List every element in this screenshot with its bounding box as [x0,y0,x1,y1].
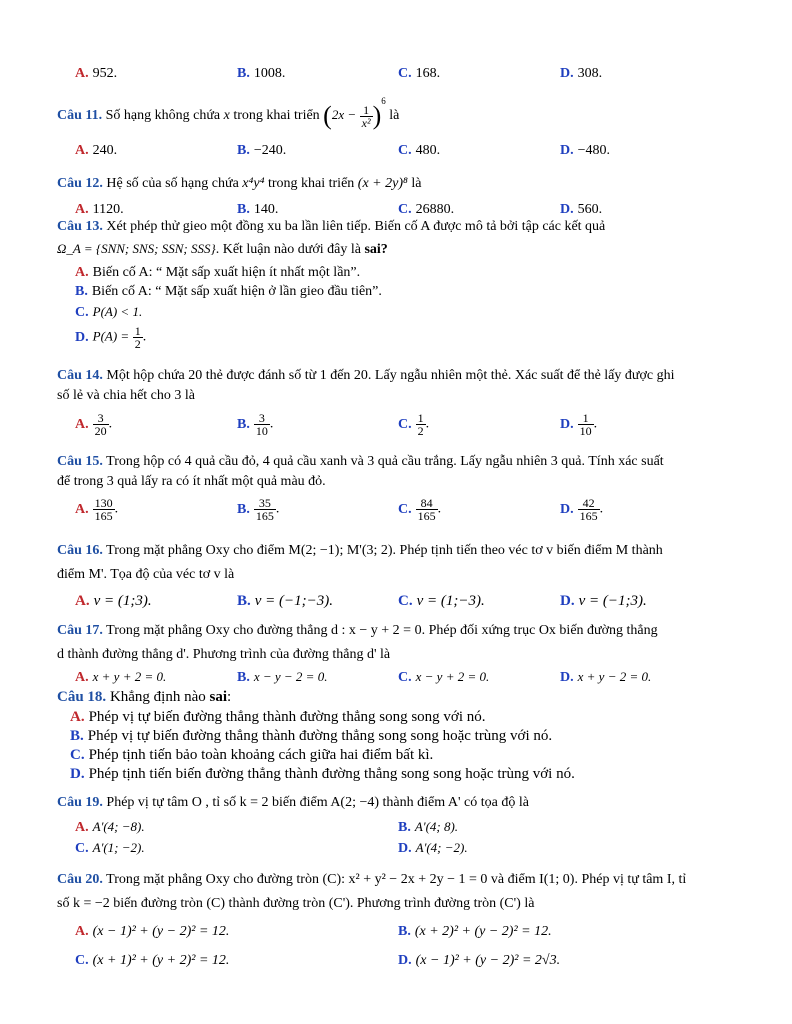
q15-b-fraction: $\frac{35}{165}$ [255,496,274,523]
q20-option-a[interactable]: A. (x − 1)² + (y − 2)² = 12. [75,924,230,939]
q18-option-c[interactable]: C. Phép tịnh tiến bảo toàn khoảng cách giữa hai điểm bất kì. [70,747,434,763]
q20-option-c[interactable]: C. (x + 1)² + (y + 2)² = 12. [75,953,230,968]
q13-option-a[interactable]: A. Biến cố A: “ Mặt sấp xuất hiện ít nhất một lần”. [75,265,361,280]
q13-option-c[interactable]: C. P(A) < 1. [75,304,143,320]
q18-option-d[interactable]: D. Phép tịnh tiến biến đường thẳng thành đường thẳng song song hoặc trùng với nó. [70,766,575,782]
q14-d-fraction: $\frac{1}{10}$ [579,411,592,438]
q14-a-fraction: $\frac{3}{20}$ [94,411,107,438]
q17-option-c[interactable]: C. x − y + 2 = 0. [398,669,490,685]
q15-stem-line1: Câu 15. Trong hộp có 4 quả cầu đỏ, 4 quả cầu xanh và 3 quả cầu trắng. Lấy ngẫu nhiên 3 quả. Tính xác suất [57,454,664,469]
q20-stem-line2: số k = −2 biến đường tròn (C) thành đường tròn (C'). Phương trình đường tròn (C') là [57,896,535,911]
q10-option-c[interactable]: C. 168. [398,66,441,81]
q15-option-c[interactable]: C. $\frac{84}{165}$ . [398,496,442,523]
q11-option-d[interactable]: D. −480. [560,143,611,158]
q16-option-a[interactable]: A. v = (1;3). [75,593,152,609]
q16-option-c[interactable]: C. v = (1;−3). [398,593,485,609]
q14-option-b[interactable]: B. $\frac{3}{10}$ . [237,411,274,438]
q15-a-fraction: $\frac{130}{165}$ [94,496,113,523]
q11-option-a[interactable]: A. 240. [75,143,118,158]
q15-option-a[interactable]: A. $\frac{130}{165}$ . [75,496,119,523]
q20-option-d[interactable]: D. (x − 1)² + (y − 2)² = 2√3. [398,953,561,968]
q15-option-d[interactable]: D. $\frac{42}{165}$ . [560,496,604,523]
q15-option-b[interactable]: B. $\frac{35}{165}$ . [237,496,280,523]
q17-option-b[interactable]: B. x − y − 2 = 0. [237,669,328,685]
q12-option-c[interactable]: C. 26880. [398,202,455,217]
q17-stem-line1: Câu 17. Trong mặt phẳng Oxy cho đường thẳng d : x − y + 2 = 0. Phép đối xứng trục Ox biến đường thẳng [57,623,658,638]
q13-d-fraction: $\frac{1}{2}$ [134,324,141,351]
q10-option-a[interactable]: A. 952. [75,66,118,81]
q13-option-b[interactable]: B. Biến cố A: “ Mặt sấp xuất hiện ở lần gieo đầu tiên”. [75,284,382,299]
q12-option-d[interactable]: D. 560. [560,202,603,217]
q20-option-b[interactable]: B. (x + 2)² + (y − 2)² = 12. [398,924,552,939]
q16-stem-line2: điểm M'. Tọa độ của véc tơ v là [57,567,235,582]
q11-stem: Câu 11. Số hạng không chứa x trong khai triển (2x − $\frac{1}{\text{x²}}$ )$^6$ là [57,95,400,130]
q11-fraction: $\frac{1}{\text{x²}}$ [361,102,371,130]
q10-option-b[interactable]: B. 1008. [237,66,286,81]
q19-stem: Câu 19. Phép vị tự tâm O , tỉ số k = 2 biến điểm A(2; −4) thành điểm A' có tọa độ là [57,795,529,810]
q19-option-b[interactable]: B. A'(4; 8). [398,819,459,835]
q13-stem-line1: Câu 13. Xét phép thử gieo một đồng xu ba lần liên tiếp. Biến cố A được mô tả bởi tập các kết quả [57,219,606,234]
q18-option-a[interactable]: A. Phép vị tự biến đường thẳng thành đường thẳng song song với nó. [70,709,486,725]
q14-stem-line1: Câu 14. Một hộp chứa 20 thẻ được đánh số từ 1 đến 20. Lấy ngẫu nhiên một thẻ. Xác suất để thẻ lấy được ghi [57,368,675,383]
q14-c-fraction: $\frac{1}{2}$ [417,411,424,438]
q14-option-d[interactable]: D. $\frac{1}{10}$ . [560,411,598,438]
q13-option-d[interactable]: D. P(A) = $\frac{1}{2}$ . [75,324,147,351]
q14-option-a[interactable]: A. $\frac{3}{20}$ . [75,411,113,438]
q12-option-a[interactable]: A. 1120. [75,202,124,217]
q15-stem-line2: để trong 3 quả lấy ra có ít nhất một quả màu đỏ. [57,474,326,489]
q14-stem-line2: số lẻ và chia hết cho 3 là [57,388,196,403]
q14-b-fraction: $\frac{3}{10}$ [255,411,268,438]
q10-option-d[interactable]: D. 308. [560,66,603,81]
q19-option-d[interactable]: D. A'(4; −2). [398,840,468,856]
q19-option-c[interactable]: C. A'(1; −2). [75,840,145,856]
q15-d-fraction: $\frac{42}{165}$ [579,496,598,523]
right-paren: ) [372,101,382,130]
q12-option-b[interactable]: B. 140. [237,202,279,217]
q16-stem-line1: Câu 16. Trong mặt phẳng Oxy cho điểm M(2; −1); M'(3; 2). Phép tịnh tiến theo véc tơ v biến điểm M thành [57,543,663,558]
q18-option-b[interactable]: B. Phép vị tự biến đường thẳng thành đường thẳng song song hoặc trùng với nó. [70,728,553,744]
q13-stem-line2: Ω_A = {SNN; SNS; SSN; SSS}. Kết luận nào dưới đây là sai? [57,241,388,257]
q11-option-b[interactable]: B. −240. [237,143,287,158]
q19-option-a[interactable]: A. A'(4; −8). [75,819,145,835]
q17-option-a[interactable]: A. x + y + 2 = 0. [75,669,167,685]
q16-option-d[interactable]: D. v = (−1;3). [560,593,647,609]
q18-stem: Câu 18. Khẳng định nào sai: [57,689,232,705]
q12-stem: Câu 12. Hệ số của số hạng chứa x⁴y⁴ trong khai triển (x + 2y)⁸ là [57,176,422,191]
q17-stem-line2: d thành đường thẳng d'. Phương trình của đường thẳng d' là [57,647,391,662]
left-paren: ( [323,101,332,130]
q14-option-c[interactable]: C. $\frac{1}{2}$ . [398,411,430,438]
q15-c-fraction: $\frac{84}{165}$ [417,496,436,523]
q11-option-c[interactable]: C. 480. [398,143,441,158]
q17-option-d[interactable]: D. x + y − 2 = 0. [560,669,652,685]
q20-stem-line1: Câu 20. Trong mặt phẳng Oxy cho đường tròn (C): x² + y² − 2x + 2y − 1 = 0 và điểm I(1; 0). Phép vị tự tâm I, tỉ [57,872,687,887]
q16-option-b[interactable]: B. v = (−1;−3). [237,593,334,609]
